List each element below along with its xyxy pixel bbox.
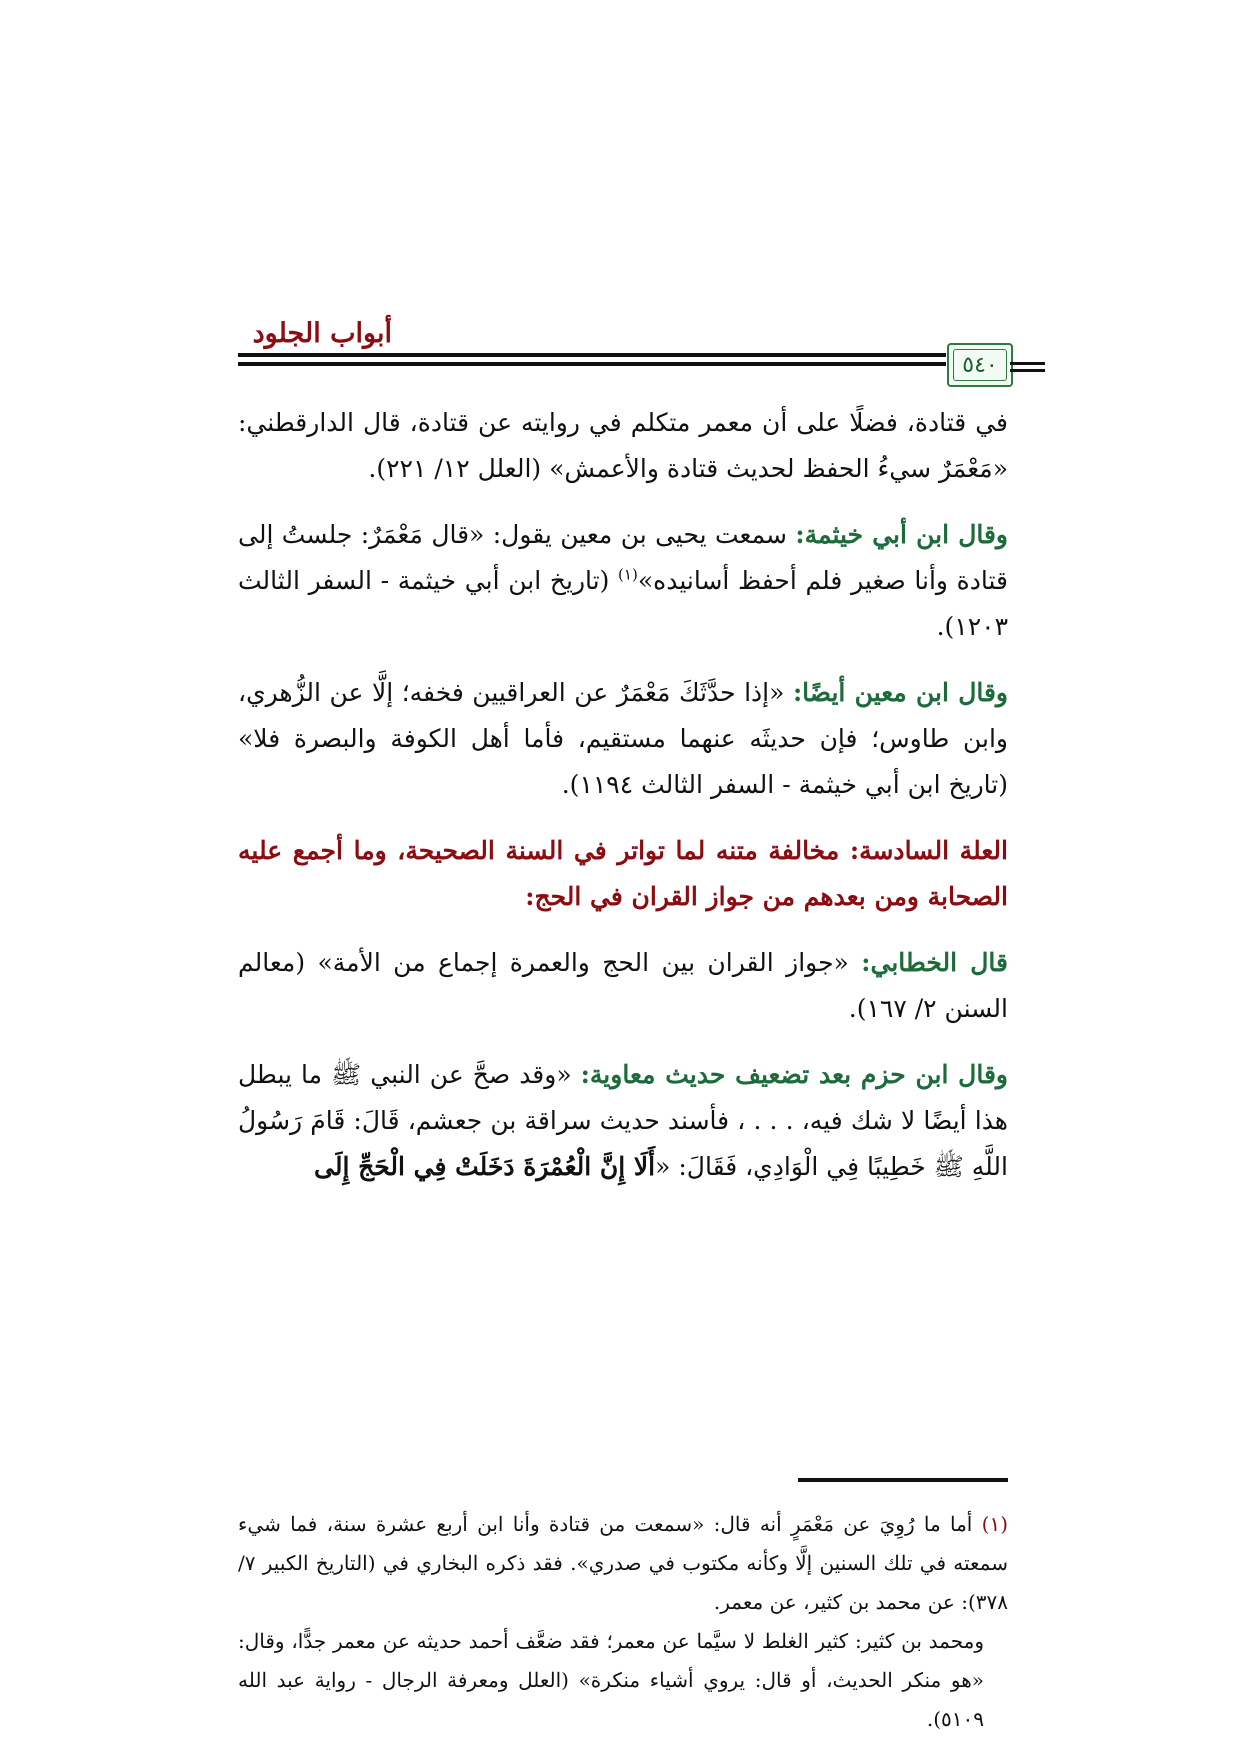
paragraph-text: في قتادة، فضلًا على أن معمر متكلم في روايته عن قتادة، قال الدارقطني: «مَعْمَرٌ سيءُ الحفظ لحديث قتادة والأعمش» (العلل ١٢/ ٢٢١). — [238, 408, 1008, 483]
footnote-reference[interactable]: (١) — [618, 565, 638, 584]
section-heading — [238, 828, 1008, 920]
paragraph — [238, 400, 1008, 492]
footnote — [238, 1505, 1008, 1622]
running-header-title: أبواب الجلود — [252, 318, 392, 349]
page-number-badge — [947, 343, 1013, 387]
main-text — [238, 400, 1008, 1210]
footnotes — [238, 1505, 1008, 1739]
paragraph-lead: وقال ابن أبي خيثمة: — [795, 520, 1009, 549]
paragraph-lead: وقال ابن حزم بعد تضعيف حديث معاوية: — [580, 1060, 1008, 1089]
footnote-number: (١) — [981, 1512, 1008, 1536]
header-rule-secondary — [238, 362, 946, 366]
paragraph-lead: وقال ابن معين أيضًا: — [792, 678, 1008, 707]
paragraph-text: سمعت يحيى بن معين يقول: «قال مَعْمَرٌ: جلستُ إلى قتادة وأنا صغير فلم أحفظ أسانيده» — [238, 520, 1009, 595]
header-rule-short — [1010, 362, 1045, 365]
paragraph — [238, 1052, 1008, 1190]
paragraph — [238, 512, 1008, 650]
footnote-separator — [798, 1478, 1008, 1482]
paragraph-text-continued: (تاريخ ابن أبي خيثمة - السفر الثالث ١٢٠٣). — [238, 566, 1008, 641]
footnote-continuation — [238, 1622, 1008, 1739]
paragraph-text: «وقد صحَّ عن النبي ﷺ ما يبطل هذا أيضًا لا شك فيه، . . . ، فأسند حديث سراقة بن جعشم، قَالَ: قَامَ رَسُولُ اللَّهِ ﷺ خَطِيبًا فِي الْوَادِي، فَقَالَ: « — [238, 1060, 1008, 1181]
page-number: ٥٤٠ — [953, 349, 1007, 381]
paragraph-text: «إذا حدَّثَكَ مَعْمَرٌ عن العراقيين فخفه؛ إلَّا عن الزُّهري، وابن طاوس؛ فإن حديثَه عنهما مستقيم، فأما أهل الكوفة والبصرة فلا» (تاريخ ابن أبي خيثمة - السفر الثالث ١١٩٤). — [238, 678, 1008, 799]
footnote-text: أما ما رُوِيَ عن مَعْمَرٍ أنه قال: «سمعت من قتادة وأنا ابن أربع عشرة سنة، فما شيء سمعته في تلك السنين إلَّا وكأنه مكتوب في صدري». فقد ذكره البخاري في (التاريخ الكبير ٧/ ٣٧٨): عن محمد بن كثير، عن معمر. — [238, 1512, 1008, 1614]
header-rule — [238, 353, 946, 357]
hadith-emphasis: أَلَا إِنَّ الْعُمْرَةَ دَخَلَتْ فِي الْحَجِّ إِلَى — [313, 1152, 656, 1181]
paragraph — [238, 670, 1008, 808]
paragraph — [238, 940, 1008, 1032]
header-rule-short-secondary — [1010, 369, 1045, 372]
section-heading-text: العلة السادسة: مخالفة متنه لما تواتر في السنة الصحيحة، وما أجمع عليه الصحابة ومن بعدهم من جواز القران في الحج: — [238, 836, 1008, 911]
footnote-text: ومحمد بن كثير: كثير الغلط لا سيَّما عن معمر؛ فقد ضعَّف أحمد حديثه عن معمر جدًّا، وقال: «هو منكر الحديث، أو قال: يروي أشياء منكرة» (العلل ومعرفة الرجال - رواية عبد الله ٥١٠٩). — [238, 1629, 984, 1731]
paragraph-lead: قال الخطابي: — [861, 948, 1008, 977]
paragraph-text: «جواز القران بين الحج والعمرة إجماع من الأمة» (معالم السنن ٢/ ١٦٧). — [238, 948, 1008, 1023]
